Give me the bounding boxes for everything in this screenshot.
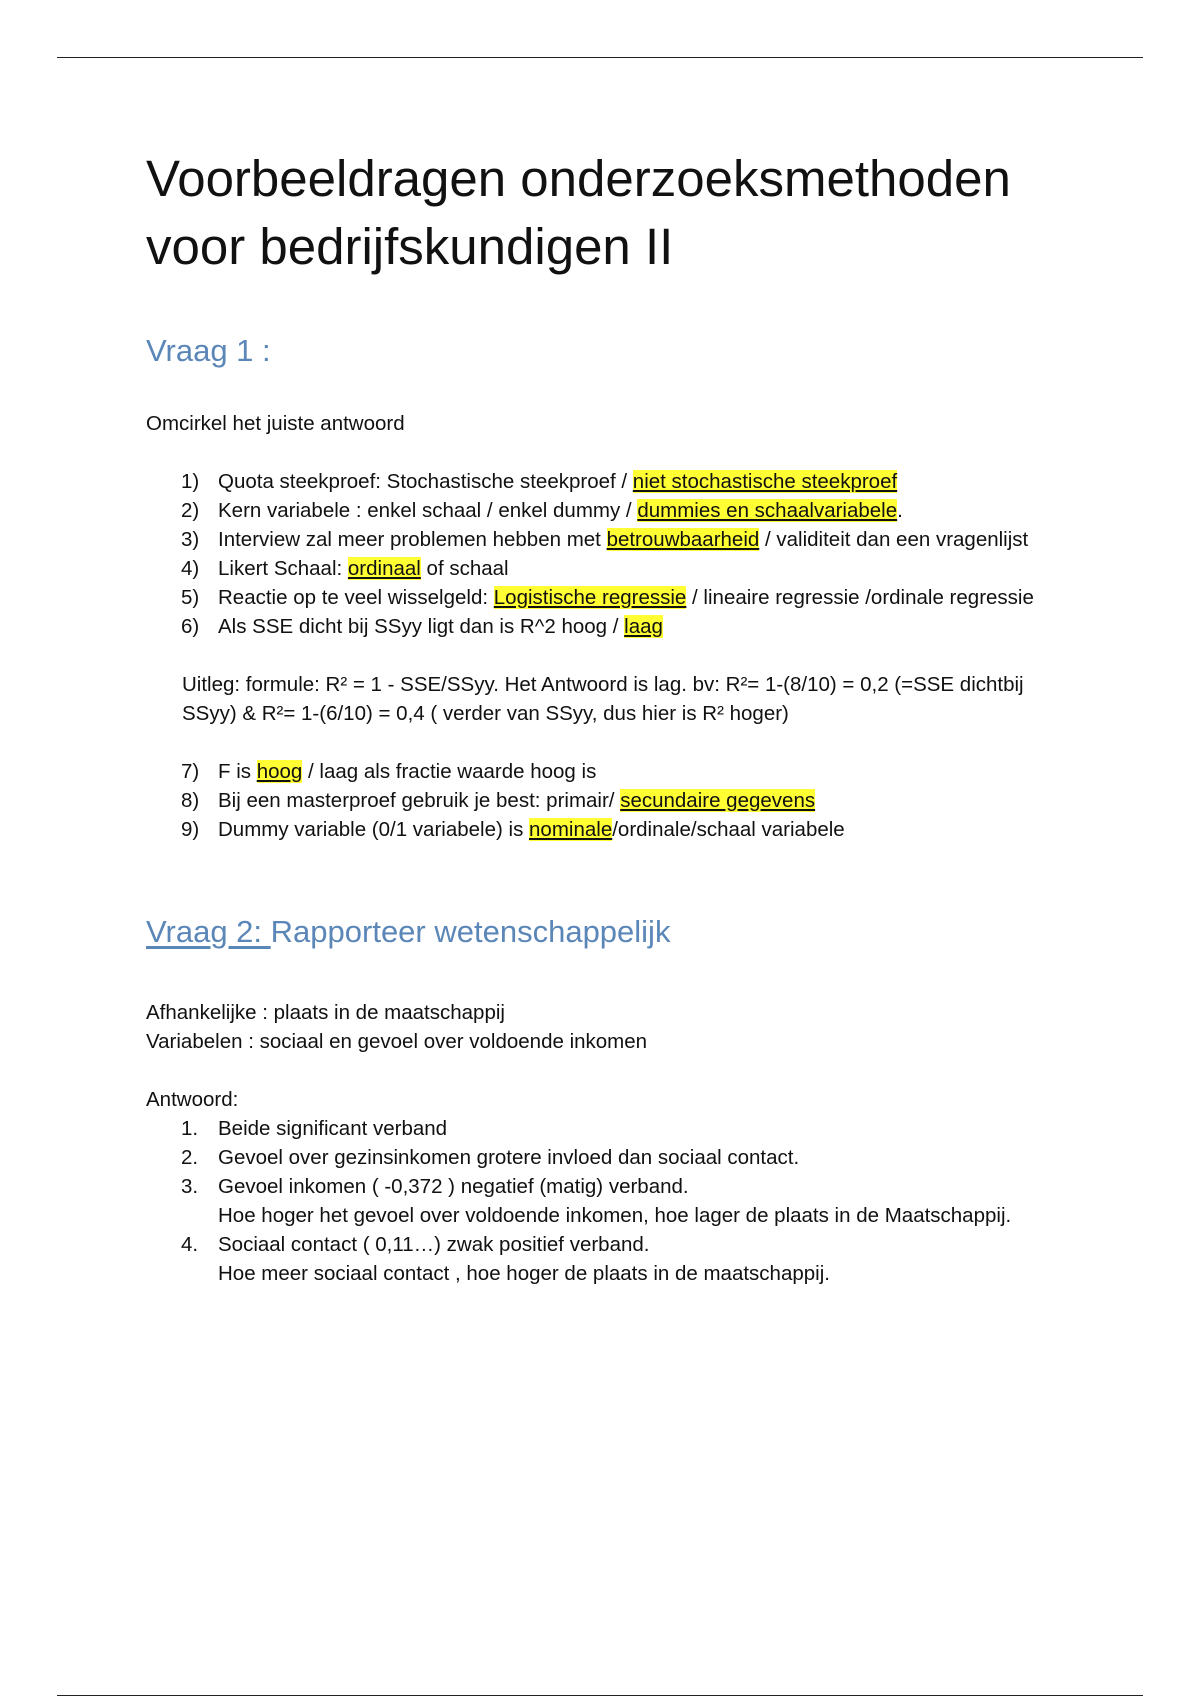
title-line-2: voor bedrijfskundigen II — [146, 218, 674, 275]
item-text: Bij een masterproef gebruik je best: primair/ — [218, 789, 621, 812]
title-line-1: Voorbeeldragen onderzoeksmethoden — [146, 150, 1011, 207]
item-text: Interview zal meer problemen hebben met — [218, 528, 607, 551]
list-item — [146, 757, 1066, 786]
list-item — [146, 612, 1066, 641]
list-item — [146, 525, 1066, 554]
answer-detail: Hoe meer sociaal contact , hoe hoger de plaats in de maatschappij. — [218, 1262, 830, 1285]
list-item — [146, 815, 1066, 844]
item-text-after: of schaal — [420, 557, 509, 580]
answer-text: Beide significant verband — [218, 1117, 448, 1140]
item-text-after: . — [897, 499, 903, 522]
item-number: 2. — [181, 1146, 199, 1169]
item-number: 3. — [181, 1175, 199, 1198]
item-text-after: /ordinale/schaal variabele — [612, 818, 845, 841]
vraag2-heading — [146, 912, 1066, 952]
highlighted-answer: laag — [624, 615, 663, 638]
item-text: Likert Schaal: — [218, 557, 348, 580]
item-number: 8) — [181, 789, 200, 812]
item-text: Reactie op te veel wisselgeld: — [218, 586, 494, 609]
list-item — [146, 554, 1066, 583]
list-item — [146, 1230, 1066, 1288]
answer-text: Gevoel inkomen ( -0,372 ) negatief (matig) verband. — [218, 1175, 689, 1198]
list-item — [146, 1143, 1066, 1172]
item-number: 1) — [181, 470, 200, 493]
item-text: Kern variabele : enkel schaal / enkel dummy / — [218, 499, 638, 522]
highlighted-answer: betrouwbaarheid — [606, 528, 760, 551]
item-number: 6) — [181, 615, 200, 638]
list-item — [146, 583, 1066, 612]
item-text-after: / laag als fractie waarde hoog is — [302, 760, 597, 783]
document-body — [146, 145, 1066, 1288]
answer-text: Sociaal contact ( 0,11…) zwak positief verband. — [218, 1233, 650, 1256]
item-number: 4) — [181, 557, 200, 580]
item-text: Als SSE dicht bij SSyy ligt dan is R^2 hoog / — [218, 615, 625, 638]
list-item — [146, 786, 1066, 815]
list-item — [146, 467, 1066, 496]
vraag1-instruction: Omcirkel het juiste antwoord — [146, 412, 405, 435]
answer-text: Gevoel over gezinsinkomen grotere invloed dan sociaal contact. — [218, 1146, 800, 1169]
top-rule — [57, 57, 1143, 58]
highlighted-answer: Logistische regressie — [493, 586, 687, 609]
list-item — [146, 1114, 1066, 1143]
vraag2-answers — [146, 1114, 1066, 1288]
vraag2-heading-label: Vraag 2: — [146, 914, 271, 949]
item-number: 2) — [181, 499, 200, 522]
item-number: 4. — [181, 1233, 199, 1256]
bottom-rule — [57, 1695, 1143, 1696]
highlighted-answer: nominale — [529, 818, 613, 841]
antwoord-label: Antwoord: — [146, 1088, 239, 1111]
explanation-note: Uitleg: formule: R² = 1 - SSE/SSyy. Het Antwoord is lag. bv: R²= 1-(8/10) = 0,2 (=SSE dichtbij SSyy) & R²= 1-(6/10) = 0,4 ( verder van SSyy, dus hier is R² hoger) — [182, 673, 1024, 725]
highlighted-answer: niet stochastische steekproef — [632, 470, 898, 493]
vraag1-heading: Vraag 1 : — [146, 333, 271, 368]
item-text: Dummy variable (0/1 variabele) is — [218, 818, 530, 841]
afhankelijke-variabele: Afhankelijke : plaats in de maatschappij — [146, 1001, 505, 1024]
item-text-after: / lineaire regressie /ordinale regressie — [686, 586, 1034, 609]
onafhankelijke-variabelen: Variabelen : sociaal en gevoel over voldoende inkomen — [146, 1030, 648, 1053]
vraag1-list-continued — [146, 757, 1066, 844]
highlighted-answer: secundaire gegevens — [620, 789, 816, 812]
document-title — [146, 145, 1066, 281]
item-text: F is — [218, 760, 257, 783]
item-number: 7) — [181, 760, 200, 783]
list-item — [146, 496, 1066, 525]
highlighted-answer: dummies en schaalvariabele — [637, 499, 898, 522]
answer-detail: Hoe hoger het gevoel over voldoende inkomen, hoe lager de plaats in de Maatschappij. — [218, 1204, 1012, 1227]
highlighted-answer: ordinaal — [347, 557, 421, 580]
item-text-after: / validiteit dan een vragenlijst — [759, 528, 1029, 551]
vraag1-list — [146, 467, 1066, 641]
highlighted-answer: hoog — [256, 760, 303, 783]
list-item — [146, 1172, 1066, 1230]
item-text: Quota steekproef: Stochastische steekproef / — [218, 470, 633, 493]
item-number: 9) — [181, 818, 200, 841]
item-number: 3) — [181, 528, 200, 551]
item-number: 5) — [181, 586, 200, 609]
vraag2-heading-title: Rapporteer wetenschappelijk — [270, 914, 671, 949]
item-number: 1. — [181, 1117, 199, 1140]
